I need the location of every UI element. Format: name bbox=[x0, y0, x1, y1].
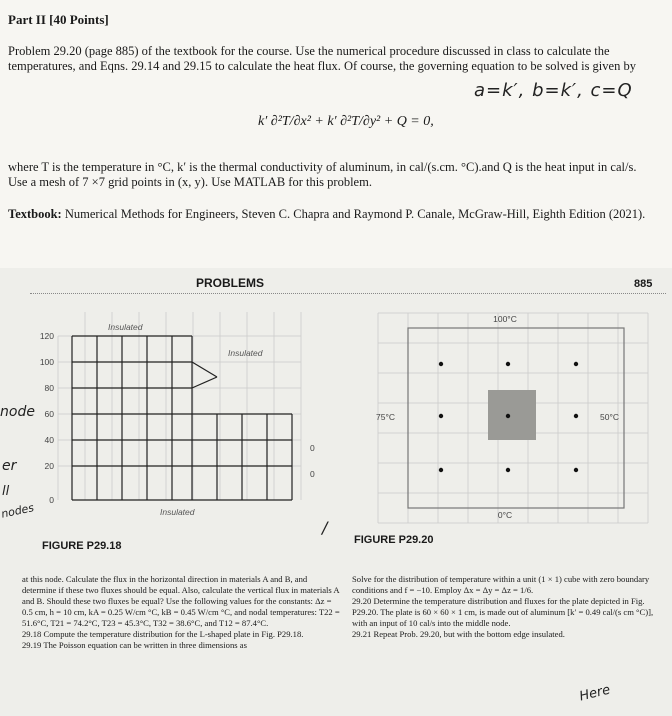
figure-p29-18 bbox=[30, 302, 330, 527]
grid-node bbox=[439, 362, 443, 366]
caption-p29-18: FIGURE P29.18 bbox=[42, 540, 122, 552]
y-tick-40: 40 bbox=[44, 435, 54, 445]
boundary-left: 75°C bbox=[376, 412, 395, 422]
header-rule bbox=[30, 293, 666, 294]
book-column-right bbox=[352, 574, 666, 640]
handwritten-mapping: a=k′, b=k′, c=Q bbox=[474, 80, 633, 101]
column-right-paragraph: Solve for the distribution of temperature within a unit (1 × 1) cube with zero boundary conditions and f = −10. Employ Δx = Δy = Δz = 1/6. bbox=[352, 574, 650, 595]
right-edge-value-2: 0 bbox=[310, 469, 315, 479]
textbook-label: Textbook: bbox=[8, 207, 62, 221]
margin-note-nodes: nodes bbox=[0, 501, 36, 521]
grid-node bbox=[574, 468, 578, 472]
boundary-bottom: 0°C bbox=[497, 510, 513, 520]
handwritten-mark: / bbox=[322, 518, 328, 537]
label-insulated-right: Insulated bbox=[228, 348, 263, 358]
part-title: Part II [40 Points] bbox=[8, 12, 109, 27]
book-page-number: 885 bbox=[634, 278, 653, 290]
grid-node bbox=[506, 362, 510, 366]
figure-p29-20 bbox=[368, 308, 658, 528]
problem-29-19: 29.19 The Poisson equation can be written in three dimensions as bbox=[22, 640, 247, 650]
book-header-title: PROBLEMS bbox=[196, 276, 265, 290]
label-insulated-top: Insulated bbox=[108, 322, 143, 332]
margin-note-node: node bbox=[0, 404, 35, 420]
boundary-right: 50°C bbox=[600, 412, 619, 422]
y-tick-60: 60 bbox=[44, 409, 54, 419]
grid-node bbox=[574, 414, 578, 418]
governing-equation: k′ ∂²T/∂x² + k′ ∂²T/∂y² + Q = 0, bbox=[258, 114, 434, 129]
margin-note-er: er bbox=[2, 458, 17, 474]
grid-node bbox=[506, 468, 510, 472]
problem-29-18: 29.18 Compute the temperature distribution for the L-shaped plate in Fig. P29.18. bbox=[22, 629, 304, 639]
label-insulated-bottom: Insulated bbox=[160, 507, 195, 517]
grid-node bbox=[574, 362, 578, 366]
right-edge-value-1: 0 bbox=[310, 443, 315, 453]
problem-description: where T is the temperature in °C, k′ is the thermal conductivity of aluminum, in cal/(s.cm. °C).and Q is the heat input in cal/s. Use a mesh of 7 ×7 grid points in (x, y). Use MATLAB for this problem. bbox=[8, 160, 637, 189]
textbook-citation: Numerical Methods for Engineers, Steven C. Chapra and Raymond P. Canale, McGraw-Hill, Eighth Edition (2021). bbox=[64, 207, 646, 221]
margin-note-ll: ll bbox=[2, 484, 10, 499]
grid-node bbox=[439, 468, 443, 472]
y-tick-80: 80 bbox=[44, 383, 54, 393]
grid-node bbox=[439, 414, 443, 418]
heat-source-region bbox=[488, 390, 536, 440]
problem-statement: Problem 29.20 (page 885) of the textbook for the course. Use the numerical procedure discussed in class to calculate the temperatures, and Eqns. 29.14 and 29.15 to calculate the heat flux. Of course, the governing equation to be solved is given by bbox=[8, 44, 636, 73]
y-tick-100: 100 bbox=[39, 357, 54, 367]
grid-node bbox=[506, 414, 510, 418]
y-tick-20: 20 bbox=[44, 461, 54, 471]
boundary-top: 100°C bbox=[493, 314, 517, 324]
book-column-left bbox=[22, 574, 340, 651]
y-tick-120: 120 bbox=[39, 331, 54, 341]
textbook-reference bbox=[8, 207, 658, 222]
problem-29-21: 29.21 Repeat Prob. 29.20, but with the bottom edge insulated. bbox=[352, 629, 565, 639]
column-left-paragraph: at this node. Calculate the flux in the horizontal direction in materials A and B, and determine if these two fluxes should be equal. Also, calculate the vertical flux in materials A and B. Should these two fluxes be equal? Use the following values for the constants: Δz = 0.5 cm, h = 10 cm, kA = 0.25 W/cm °C, kB = 0.45 W/cm °C, and nodal temperatures: T22 = 51.6°C, T21 = 74.2°C, T23 = 45.3°C, T32 = 38.6°C, and T12 = 87.4°C. bbox=[22, 574, 340, 628]
margin-note-here: Here bbox=[578, 682, 612, 705]
caption-p29-20: FIGURE P29.20 bbox=[354, 534, 434, 546]
problem-29-20: 29.20 Determine the temperature distribution and fluxes for the plate depicted in Fig. P29.20. The plate is 60 × 60 × 1 cm, is made out of aluminum [k′ = 0.49 cal/(s cm °C)], with an input of 10 cal/s into the middle node. bbox=[352, 596, 654, 628]
y-tick-0: 0 bbox=[49, 495, 54, 505]
